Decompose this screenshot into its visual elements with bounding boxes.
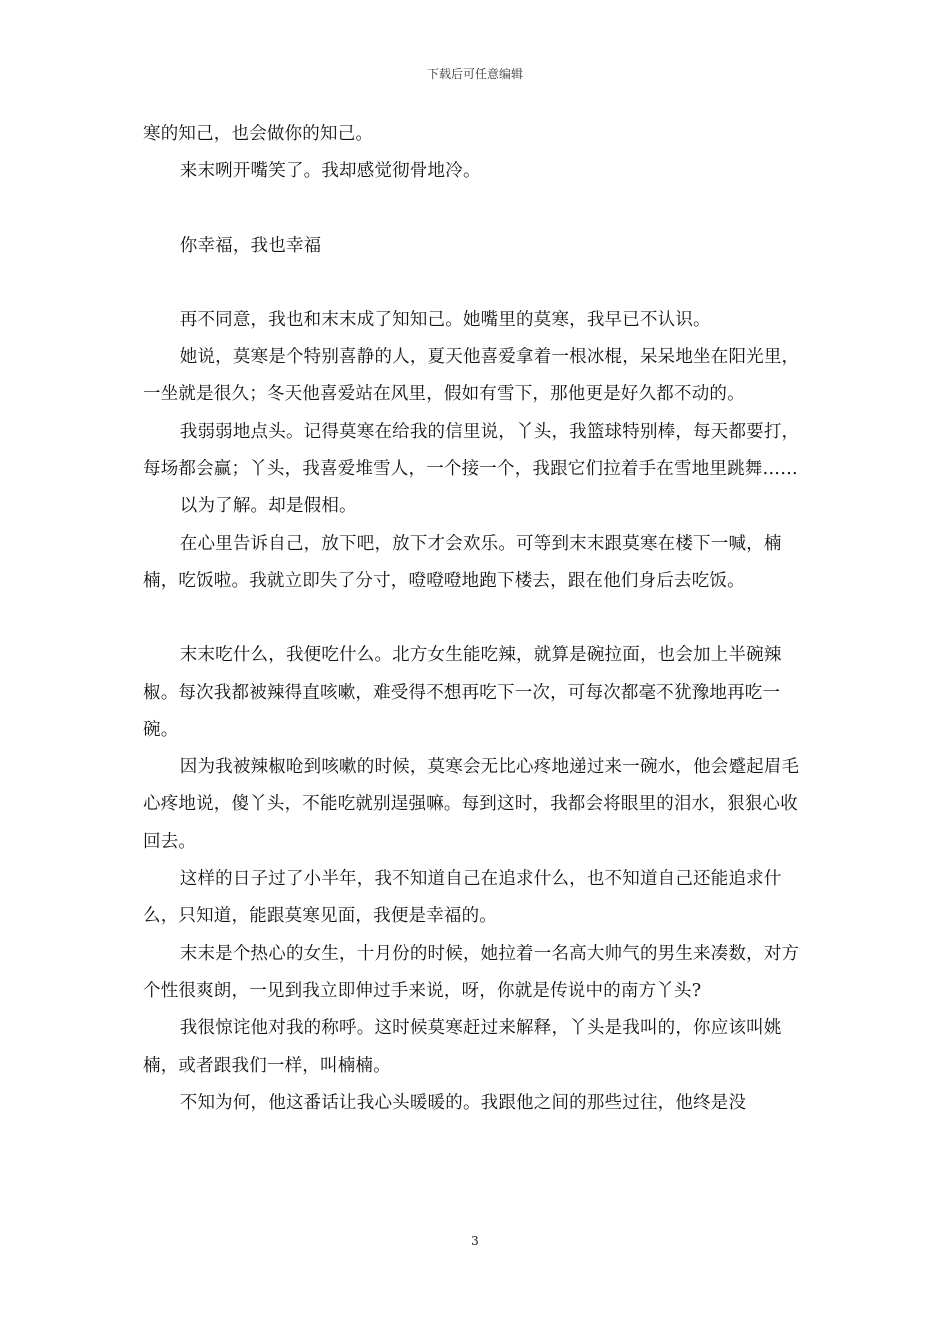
document-body <box>143 116 811 1122</box>
paragraph: 末末吃什么，我便吃什么。北方女生能吃辣，就算是碗拉面，也会加上半碗辣椒。每次我都被辣得直咳嗽，难受得不想再吃下一次，可每次都毫不犹豫地再吃一碗。 <box>143 645 782 740</box>
paragraph: 在心里告诉自己，放下吧，放下才会欢乐。可等到末末跟莫寒在楼下一喊，楠楠，吃饭啦。我就立即失了分寸，噔噔噔地跑下楼去，跟在他们身后去吃饭。 <box>143 533 782 591</box>
paragraph: 我弱弱地点头。记得莫寒在给我的信里说，丫头，我篮球特别棒，每天都要打，每场都会赢；丫头，我喜爱堆雪人，一个接一个，我跟它们拉着手在雪地里跳舞…… <box>143 421 800 480</box>
page-number: 3 <box>471 1234 479 1248</box>
paragraph: 寒的知己，也会做你的知己。 <box>143 124 374 144</box>
paragraph: 她说，莫寒是个特别喜静的人，夏天他喜爱拿着一根冰棍，呆呆地坐在阳光里，一坐就是很久；冬天他喜爱站在风里，假如有雪下，那他更是好久都不动的。 <box>143 347 800 405</box>
paragraph: 因为我被辣椒呛到咳嗽的时候，莫寒会无比心疼地递过来一碗水，他会蹙起眉毛心疼地说，傻丫头，不能吃就别逞强嘛。每到这时，我都会将眼里的泪水，狠狠心收回去。 <box>143 757 800 852</box>
paragraph: 末末是个热心的女生，十月份的时候，她拉着一名高大帅气的男生来凑数，对方个性很爽朗，一见到我立即伸过手来说，呀，你就是传说中的南方丫头? <box>143 943 800 1001</box>
paragraph: 我很惊诧他对我的称呼。这时候莫寒赶过来解释，丫头是我叫的，你应该叫姚楠，或者跟我们一样，叫楠楠。 <box>143 1018 782 1076</box>
paragraph: 再不同意，我也和末末成了知知己。她嘴里的莫寒，我早已不认识。 <box>179 309 711 330</box>
page-header: 下载后可任意编辑 <box>426 67 523 81</box>
paragraph: 来末咧开嘴笑了。我却感觉彻骨地冷。 <box>179 161 481 182</box>
paragraph: 这样的日子过了小半年，我不知道自己在追求什么，也不知道自己还能追求什么，只知道，能跟莫寒见面，我便是幸福的。 <box>143 869 782 927</box>
paragraph: 以为了解。却是假相。 <box>179 496 357 517</box>
section-heading: 你幸福，我也幸福 <box>179 235 322 256</box>
paragraph: 不知为何，他这番话让我心头暖暖的。我跟他之间的那些过往，他终是没 <box>179 1092 747 1113</box>
